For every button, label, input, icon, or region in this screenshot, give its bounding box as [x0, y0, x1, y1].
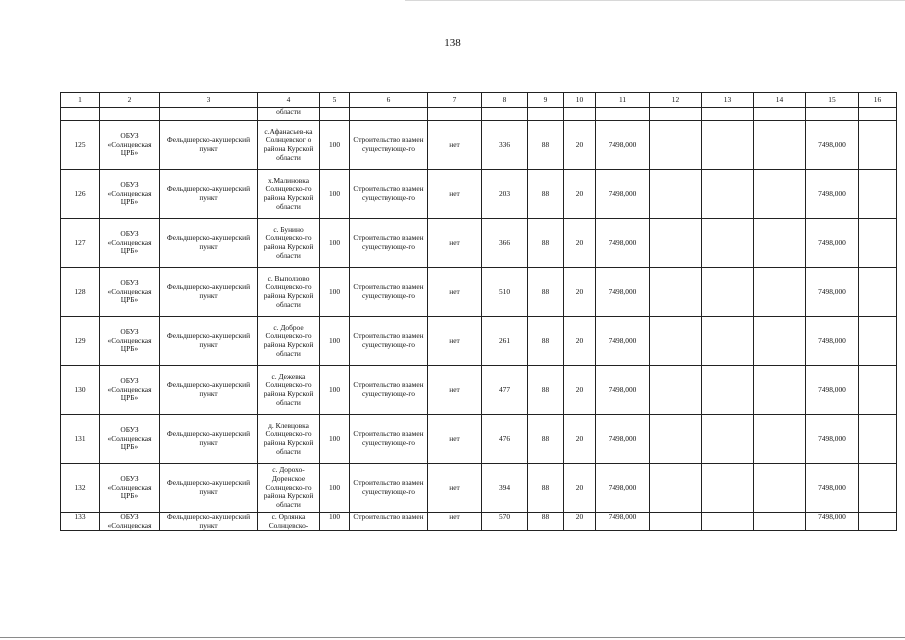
location-cell: с.Афанасьев-ка Солнцевског о района Курской области [258, 121, 320, 170]
construction-type-cell: Строительство взамен существующе-го [350, 317, 428, 366]
col-header: 6 [350, 93, 428, 108]
object-type-cell: Фельдшерско-акушерский пункт [160, 170, 258, 219]
col9-cell: 88 [528, 268, 564, 317]
col13-cell [702, 317, 754, 366]
area-cell: 203 [482, 170, 528, 219]
construction-type-cell: Строительство взамен существующе-го [350, 219, 428, 268]
table-row [61, 464, 897, 513]
area-cell: 394 [482, 464, 528, 513]
location-cell: с. Бунино Солнцевско-го района Курской области [258, 219, 320, 268]
col-header: 1 [61, 93, 100, 108]
col-header: 13 [702, 93, 754, 108]
table-row [61, 170, 897, 219]
col9-cell: 88 [528, 464, 564, 513]
col16-cell [859, 513, 897, 531]
table-row [61, 268, 897, 317]
object-type-cell: Фельдшерско-акушерский пункт [160, 268, 258, 317]
object-type-cell: Фельдшерско-акушерский пункт [160, 513, 258, 531]
table-row [61, 317, 897, 366]
col14-cell [754, 219, 806, 268]
col12-cell [650, 268, 702, 317]
construction-type-cell: Строительство взамен существующе-го [350, 415, 428, 464]
col7-cell: нет [428, 219, 482, 268]
location-cell: х.Малиновка Солнцевско-го района Курской области [258, 170, 320, 219]
col13-cell [702, 464, 754, 513]
col5-cell: 100 [320, 415, 350, 464]
col12-cell [650, 317, 702, 366]
row-number-cell: 130 [61, 366, 100, 415]
col16-cell [859, 121, 897, 170]
col-header: 12 [650, 93, 702, 108]
col13-cell [702, 121, 754, 170]
organization-cell: ОБУЗ «Солнцевская ЦРБ» [100, 121, 160, 170]
total-cell: 7498,000 [806, 415, 859, 464]
row-number-cell: 125 [61, 121, 100, 170]
organization-cell: ОБУЗ «Солнцевская ЦРБ» [100, 170, 160, 219]
col12-cell [650, 366, 702, 415]
area-cell: 477 [482, 366, 528, 415]
cost-cell: 7498,000 [596, 415, 650, 464]
construction-type-cell: Строительство взамен существующе-го [350, 268, 428, 317]
cost-cell: 7498,000 [596, 513, 650, 531]
col14-cell [754, 317, 806, 366]
col13-cell [702, 170, 754, 219]
page-number: 138 [444, 37, 461, 49]
col16-cell [859, 317, 897, 366]
cost-cell: 7498,000 [596, 121, 650, 170]
area-cell: 510 [482, 268, 528, 317]
organization-cell: ОБУЗ «Солнцевская ЦРБ» [100, 219, 160, 268]
col-header: 10 [564, 93, 596, 108]
total-cell: 7498,000 [806, 513, 859, 531]
col9-cell: 88 [528, 366, 564, 415]
column-number-row [61, 93, 897, 108]
col14-cell [754, 121, 806, 170]
col9-cell: 88 [528, 317, 564, 366]
col13-cell [702, 219, 754, 268]
organization-cell: ОБУЗ «Солнцевская ЦРБ» [100, 317, 160, 366]
col14-cell [754, 268, 806, 317]
cost-cell: 7498,000 [596, 170, 650, 219]
col10-cell: 20 [564, 121, 596, 170]
col-header: 7 [428, 93, 482, 108]
area-cell: 336 [482, 121, 528, 170]
col14-cell [754, 366, 806, 415]
location-cell: с. Выползово Солнцевско-го района Курской области [258, 268, 320, 317]
row-number-cell: 126 [61, 170, 100, 219]
construction-type-cell: Строительство взамен существующе-го [350, 121, 428, 170]
location-cell: д. Клевцовка Солнцевско-го района Курской области [258, 415, 320, 464]
col5-cell: 100 [320, 513, 350, 531]
cost-cell: 7498,000 [596, 366, 650, 415]
col-header: 11 [596, 93, 650, 108]
col5-cell: 100 [320, 268, 350, 317]
col12-cell [650, 415, 702, 464]
col9-cell: 88 [528, 219, 564, 268]
col12-cell [650, 121, 702, 170]
col10-cell: 20 [564, 268, 596, 317]
col-header: 15 [806, 93, 859, 108]
col14-cell [754, 170, 806, 219]
col16-cell [859, 464, 897, 513]
object-type-cell: Фельдшерско-акушерский пункт [160, 366, 258, 415]
area-cell: 476 [482, 415, 528, 464]
col5-cell: 100 [320, 317, 350, 366]
col7-cell: нет [428, 121, 482, 170]
col14-cell [754, 513, 806, 531]
col14-cell [754, 415, 806, 464]
object-type-cell: Фельдшерско-акушерский пункт [160, 464, 258, 513]
col-header: 3 [160, 93, 258, 108]
col-header: 2 [100, 93, 160, 108]
col13-cell [702, 415, 754, 464]
table-row [61, 121, 897, 170]
object-type-cell: Фельдшерско-акушерский пункт [160, 317, 258, 366]
col5-cell: 100 [320, 170, 350, 219]
total-cell: 7498,000 [806, 219, 859, 268]
col12-cell [650, 219, 702, 268]
object-type-cell: Фельдшерско-акушерский пункт [160, 121, 258, 170]
total-cell: 7498,000 [806, 366, 859, 415]
col16-cell [859, 268, 897, 317]
construction-type-cell: Строительство взамен [350, 513, 428, 531]
cost-cell: 7498,000 [596, 464, 650, 513]
col-header: 5 [320, 93, 350, 108]
col12-cell [650, 170, 702, 219]
organization-cell: ОБУЗ «Солнцевская ЦРБ» [100, 415, 160, 464]
table-row [61, 219, 897, 268]
row-number-cell: 132 [61, 464, 100, 513]
col-header: 4 [258, 93, 320, 108]
col7-cell: нет [428, 268, 482, 317]
location-cell: с. Дорохо-Доренское Солнцевско-го района Курской области [258, 464, 320, 513]
col10-cell: 20 [564, 366, 596, 415]
col16-cell [859, 219, 897, 268]
object-type-cell: Фельдшерско-акушерский пункт [160, 219, 258, 268]
col9-cell: 88 [528, 513, 564, 531]
col14-cell [754, 464, 806, 513]
object-type-cell: Фельдшерско-акушерский пункт [160, 415, 258, 464]
col13-cell [702, 513, 754, 531]
cost-cell: 7498,000 [596, 219, 650, 268]
table-row [61, 513, 897, 531]
col7-cell: нет [428, 170, 482, 219]
location-cell: с. Орлянка Солнцевско- [258, 513, 320, 531]
col13-cell [702, 268, 754, 317]
construction-type-cell: Строительство взамен существующе-го [350, 464, 428, 513]
scan-bottom-edge [0, 637, 905, 638]
col5-cell: 100 [320, 121, 350, 170]
col16-cell [859, 170, 897, 219]
total-cell: 7498,000 [806, 464, 859, 513]
row-number-cell: 127 [61, 219, 100, 268]
col7-cell: нет [428, 464, 482, 513]
organization-cell: ОБУЗ «Солнцевская ЦРБ» [100, 464, 160, 513]
col13-cell [702, 366, 754, 415]
area-cell: 366 [482, 219, 528, 268]
col5-cell: 100 [320, 464, 350, 513]
scan-top-edge [405, 0, 905, 1]
col-header: 9 [528, 93, 564, 108]
table-row [61, 415, 897, 464]
col10-cell: 20 [564, 415, 596, 464]
col7-cell: нет [428, 415, 482, 464]
organization-cell: ОБУЗ «Солнцевская ЦРБ» [100, 366, 160, 415]
row-number-cell: 133 [61, 513, 100, 531]
area-cell: 570 [482, 513, 528, 531]
col10-cell: 20 [564, 170, 596, 219]
location-cell: с. Дежевка Солнцевско-го района Курской области [258, 366, 320, 415]
col9-cell: 88 [528, 415, 564, 464]
col-header: 8 [482, 93, 528, 108]
row-number-cell: 131 [61, 415, 100, 464]
col7-cell: нет [428, 513, 482, 531]
organization-cell: ОБУЗ «Солнцевская [100, 513, 160, 531]
col10-cell: 20 [564, 317, 596, 366]
row-number-cell: 128 [61, 268, 100, 317]
continuation-row [61, 108, 897, 121]
col10-cell: 20 [564, 464, 596, 513]
location-cell: с. Доброе Солнцевско-го района Курской области [258, 317, 320, 366]
col12-cell [650, 464, 702, 513]
construction-type-cell: Строительство взамен существующе-го [350, 170, 428, 219]
total-cell: 7498,000 [806, 268, 859, 317]
col7-cell: нет [428, 317, 482, 366]
col9-cell: 88 [528, 121, 564, 170]
col16-cell [859, 366, 897, 415]
construction-type-cell: Строительство взамен существующе-го [350, 366, 428, 415]
register-table [60, 92, 897, 531]
location-cell: области [258, 108, 320, 121]
cost-cell: 7498,000 [596, 268, 650, 317]
area-cell: 261 [482, 317, 528, 366]
col9-cell: 88 [528, 170, 564, 219]
total-cell: 7498,000 [806, 170, 859, 219]
organization-cell: ОБУЗ «Солнцевская ЦРБ» [100, 268, 160, 317]
col10-cell: 20 [564, 219, 596, 268]
col5-cell: 100 [320, 366, 350, 415]
col16-cell [859, 415, 897, 464]
total-cell: 7498,000 [806, 121, 859, 170]
col-header: 14 [754, 93, 806, 108]
cost-cell: 7498,000 [596, 317, 650, 366]
col5-cell: 100 [320, 219, 350, 268]
col12-cell [650, 513, 702, 531]
col7-cell: нет [428, 366, 482, 415]
row-number-cell: 129 [61, 317, 100, 366]
col10-cell: 20 [564, 513, 596, 531]
col-header: 16 [859, 93, 897, 108]
table-row [61, 366, 897, 415]
total-cell: 7498,000 [806, 317, 859, 366]
